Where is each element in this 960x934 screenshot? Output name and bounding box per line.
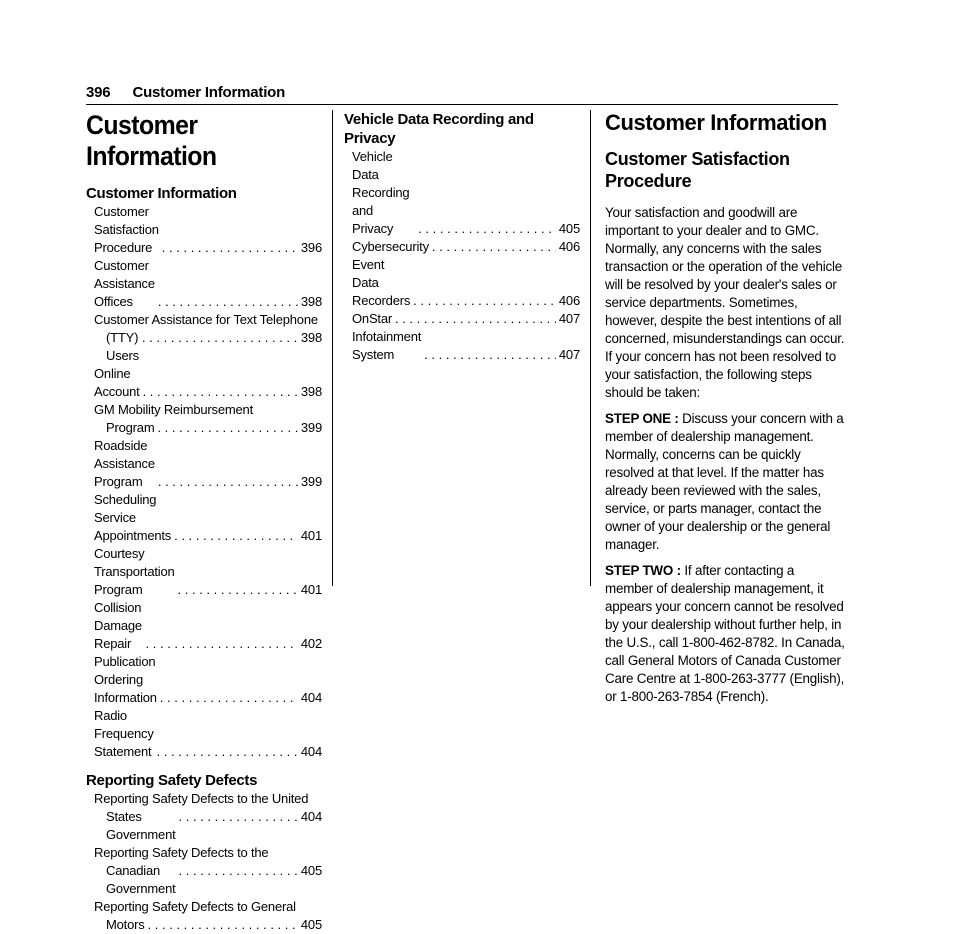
step-one-label: STEP ONE : — [605, 411, 679, 426]
toc-item[interactable]: Online Account . . . 398 — [94, 365, 322, 401]
column-divider — [590, 110, 591, 586]
running-header — [86, 84, 285, 101]
toc-item[interactable]: Scheduling Service Appointments . . . 401 — [94, 491, 322, 545]
toc-item[interactable]: Publication Ordering Information . . . 404 — [94, 653, 322, 707]
toc-item[interactable]: Reporting Safety Defects to the United States Government . . . 404 — [94, 790, 322, 844]
header-title: Customer Information — [132, 84, 286, 101]
toc-item[interactable]: Reporting Safety Defects to General Motors . . . 405 — [94, 898, 322, 934]
toc-item[interactable]: Cybersecurity . . . 406 — [352, 238, 580, 256]
toc-list — [86, 790, 322, 934]
toc-item[interactable]: Collision Damage Repair . . . 402 — [94, 599, 322, 653]
toc-section-title: Vehicle Data Recording and Privacy — [344, 111, 534, 147]
intro-paragraph: Your satisfaction and goodwill are important to your dealer and to GMC. Normally, any concerns with the sales transaction or the operation of the vehicle will be resolved by your dealer's sales or service departments. Sometimes, however, despite the best intentions of all concerned, misunderstandings can occur. If your concern has not been resolved to your satisfaction, the following steps should be taken: — [605, 205, 845, 400]
toc-list — [86, 203, 322, 761]
toc-column-2 — [344, 110, 580, 364]
page-number: 396 — [86, 84, 111, 101]
toc-item[interactable]: Infotainment System . . . 407 — [352, 328, 580, 364]
toc-item[interactable]: Courtesy Transportation Program . . . 401 — [94, 545, 322, 599]
article-subtitle: Customer Satisfaction Procedure — [605, 149, 790, 191]
toc-section-title: Reporting Safety Defects — [86, 772, 258, 789]
toc-section-title: Customer Information — [86, 185, 237, 202]
toc-item[interactable]: Roadside Assistance Program . . . 399 — [94, 437, 322, 491]
toc-list — [344, 148, 580, 364]
step-two-paragraph: STEP TWO : If after contacting a member of dealership management, it appears your concern cannot be resolved by your dealership without further help, in the U.S., call 1-800-462-8782. In Canada, call General Motors of Canada Customer Care Centre at 1-800-263-3777 (English), or 1-800-263-7854 (French). — [605, 563, 845, 704]
toc-item[interactable]: Customer Assistance for Text Telephone (TTY) Users . . . 398 — [94, 311, 322, 365]
toc-item[interactable]: Vehicle Data Recording and Privacy . . . 405 — [352, 148, 580, 238]
step-one-paragraph: STEP ONE : Discuss your concern with a member of dealership management. Normally, concerns can be quickly resolved at that level. If the matter has already been reviewed with the sales, service, or parts manager, contact the owner of your dealership or the general manager. — [605, 411, 844, 552]
article-column — [605, 110, 845, 706]
toc-item[interactable]: Event Data Recorders . . . 406 — [352, 256, 580, 310]
article-title: Customer Information — [605, 110, 827, 135]
chapter-title: Customer Information — [86, 110, 217, 171]
toc-item[interactable]: Radio Frequency Statement . . . 404 — [94, 707, 322, 761]
toc-item[interactable]: Customer Assistance Offices . . . 398 — [94, 257, 322, 311]
toc-column-1 — [86, 110, 322, 934]
toc-item[interactable]: OnStar . . . 407 — [352, 310, 580, 328]
toc-item[interactable]: Customer Satisfaction Procedure . . . 396 — [94, 203, 322, 257]
column-divider — [332, 110, 333, 586]
header-rule — [86, 104, 838, 105]
toc-item[interactable]: Reporting Safety Defects to the Canadian Government . . . 405 — [94, 844, 322, 898]
toc-item[interactable]: GM Mobility Reimbursement Program . . . 399 — [94, 401, 322, 437]
step-two-label: STEP TWO : — [605, 563, 681, 578]
